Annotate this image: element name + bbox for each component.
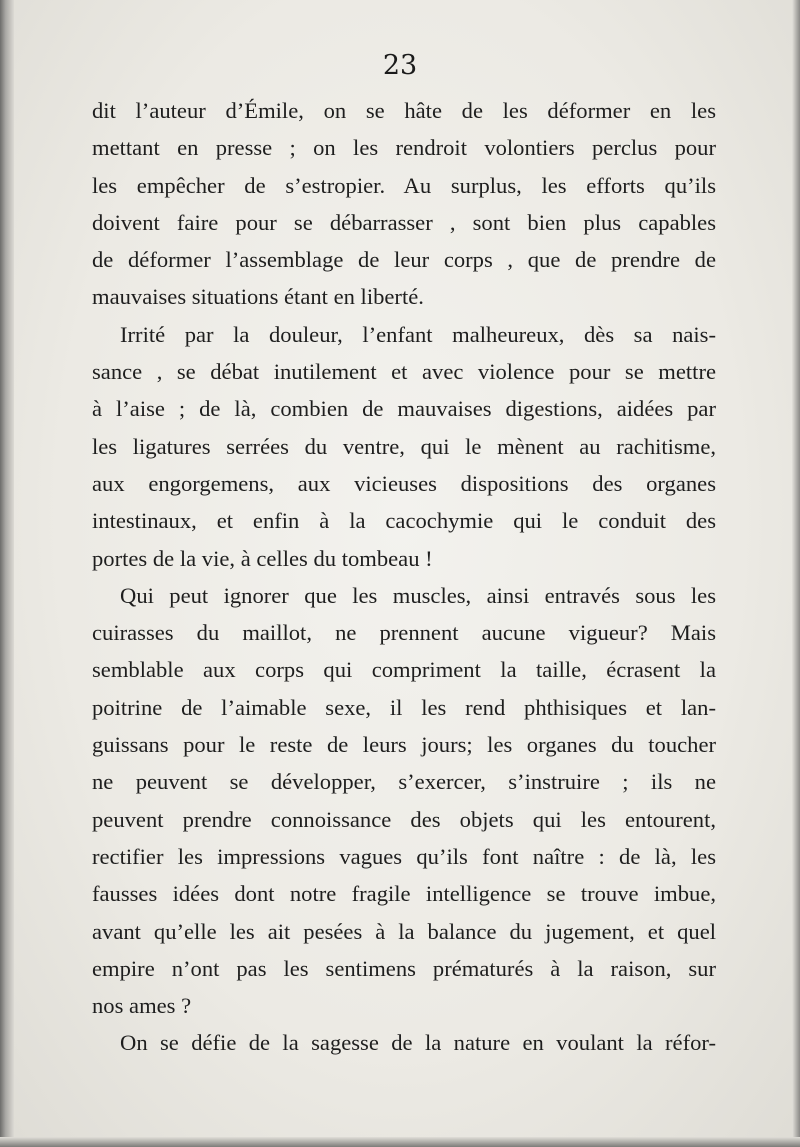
text-line: les empêcher de s’estropier. Au surplus, les efforts qu’ils [92, 172, 716, 198]
text-line: semblable aux corps qui compriment la taille, écrasent la [92, 657, 716, 683]
text-line: portes de la vie, à celles du tombeau ! [92, 545, 433, 571]
text-line: aux engorgemens, aux vicieuses dispositions des organes [92, 470, 716, 496]
text-line: avant qu’elle les ait pesées à la balance du jugement, et quel [92, 918, 716, 944]
text-line: à l’aise ; de là, combien de mauvaises digestions, aidées par [92, 396, 716, 422]
text-line: On se défie de la sagesse de la nature en voulant la réfor- [120, 1030, 716, 1056]
text-line: guissans pour le reste de leurs jours; les organes du toucher [92, 732, 716, 758]
text-line: Qui peut ignorer que les muscles, ainsi entravés sous les [120, 582, 716, 608]
paragraph [92, 92, 716, 316]
page-number: 23 [382, 50, 418, 81]
text-line: nos ames ? [92, 993, 192, 1019]
paragraph [92, 316, 716, 577]
text-line: Irrité par la douleur, l’enfant malheureux, dès sa nais- [120, 321, 716, 347]
text-line: cuirasses du maillot, ne prennent aucune vigueur? Mais [92, 620, 716, 646]
page-edge-shadow [792, 0, 800, 1147]
text-line: doivent faire pour se débarrasser , sont bien plus capables [92, 209, 716, 235]
text-line: de déformer l’assemblage de leur corps , que de prendre de [92, 247, 716, 273]
text-line: fausses idées dont notre fragile intelligence se trouve imbue, [92, 881, 716, 907]
text-line: mettant en presse ; on les rendroit volontiers perclus pour [92, 135, 716, 161]
text-line: sance , se débat inutilement et avec violence pour se mettre [92, 359, 716, 385]
text-line: dit l’auteur d’Émile, on se hâte de les déformer en les [92, 98, 716, 123]
text-line: peuvent prendre connoissance des objets qui les entourent, [92, 806, 716, 832]
text-line: intestinaux, et enfin à la cacochymie qui le conduit des [92, 508, 716, 534]
text-line: rectifier les impressions vagues qu’ils font naître : de là, les [92, 843, 716, 869]
paragraph [92, 1024, 716, 1061]
page-binding-shadow [0, 0, 14, 1147]
text-line: ne peuvent se développer, s’exercer, s’instruire ; ils ne [92, 769, 716, 795]
text-line: les ligatures serrées du ventre, qui le mènent au rachitisme, [92, 433, 716, 459]
body-text [92, 92, 716, 1062]
text-line: empire n’ont pas les sentimens prématurés à la raison, sur [92, 955, 716, 981]
page-bottom-shadow [0, 1137, 800, 1147]
text-line: mauvaises situations étant en liberté. [92, 284, 424, 310]
paragraph [92, 577, 716, 1025]
text-line: poitrine de l’aimable sexe, il les rend phthisiques et lan- [92, 694, 716, 720]
